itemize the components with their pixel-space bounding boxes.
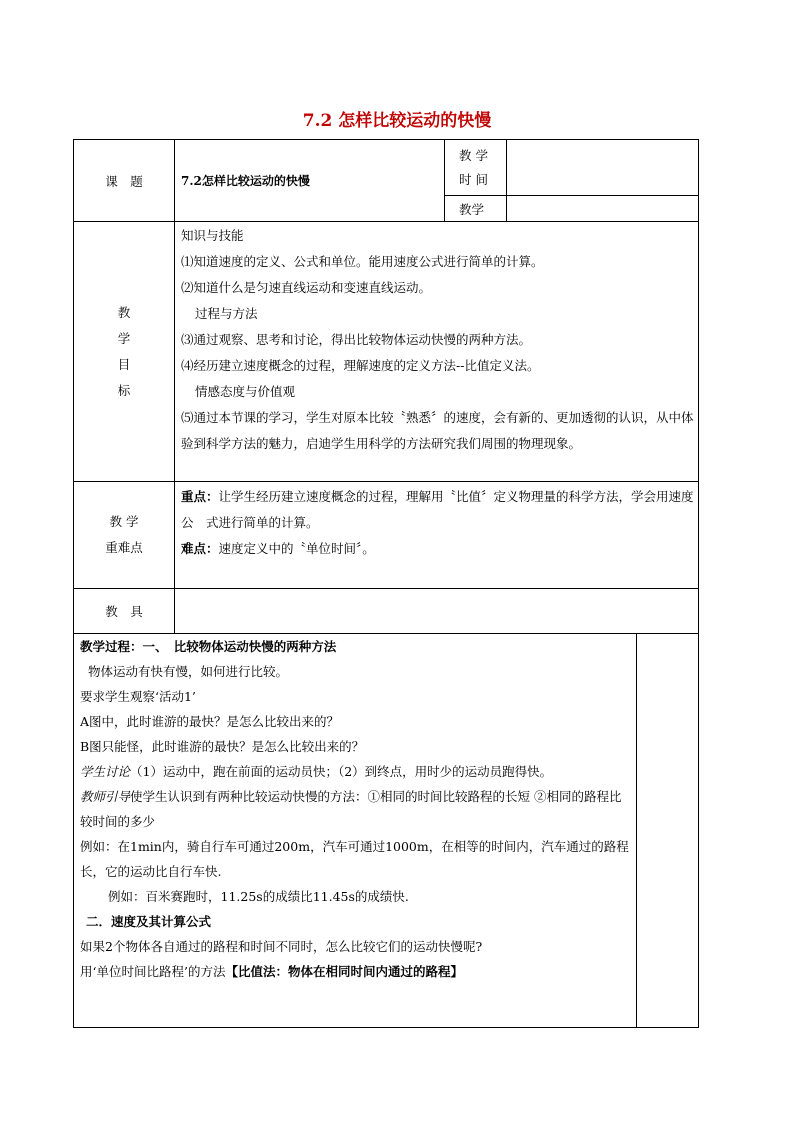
student-discussion-tag: 学生讨论 xyxy=(80,764,131,779)
process-heading-text: 一、 比较物体运动快慢的两种方法 xyxy=(142,639,337,654)
topic-value: 7.2怎样比较运动的快慢 xyxy=(175,140,445,222)
student-discussion-text: （1）运动中，跑在前面的运动员快；（2）到终点，用时少的运动员跑得快。 xyxy=(130,764,553,779)
goals-label-char: 标 xyxy=(117,382,131,398)
keypoints-label xyxy=(74,482,175,589)
focus-paragraph xyxy=(181,484,694,510)
process-line: B图只能怪，此时谁游的最快？是怎么比较出来的？ xyxy=(80,739,365,754)
student-discussion xyxy=(80,759,632,784)
method-text: 用‘单位时间比路程’的方法 xyxy=(80,964,226,979)
teaching-time-value xyxy=(507,140,699,196)
focus-text: 让学生经历建立速度概念的过程，理解用〝比值〞定义物理量的科学方法，学会用速度 xyxy=(218,489,694,504)
teaching-time-label xyxy=(445,140,507,196)
focus-tag: 重点： xyxy=(181,489,219,504)
tools-label: 教 具 xyxy=(74,589,175,634)
example-line: 例如：百米赛跑时，11.25s的成绩比11.45s的成绩快. xyxy=(108,889,409,904)
process-line: 如果2个物体各自通过的路程和时间不同时，怎么比较它们的运动快慢呢? xyxy=(80,939,483,954)
goal-heading: 知识与技能 xyxy=(181,228,244,243)
process-line: A图中，此时谁游的最快？是怎么比较出来的？ xyxy=(80,714,340,729)
goal-heading: 情感态度与价值观 xyxy=(195,384,296,399)
lesson-plan-table xyxy=(73,139,699,1028)
goals-label xyxy=(74,222,175,482)
page-title: 7.2 怎样比较运动的快慢 xyxy=(302,111,492,131)
difficulty-tag: 难点： xyxy=(181,541,219,556)
goal-item: ⑴知道速度的定义、公式和单位。能用速度公式进行简单的计算。 xyxy=(181,254,544,269)
difficulty-paragraph xyxy=(181,536,694,562)
topic-label: 课 题 xyxy=(74,140,175,222)
time-label-line-2: 时 间 xyxy=(459,171,488,187)
time-label-line-1: 教 学 xyxy=(459,147,488,163)
process-content xyxy=(74,634,637,1028)
keypoints-label-line-2: 重难点 xyxy=(105,540,143,555)
process-line: 物体运动有快有慢，如何进行比较。 xyxy=(88,664,289,679)
process-line: 要求学生观察‘活动1’ xyxy=(80,689,196,704)
process-heading xyxy=(80,634,632,659)
example-line: 例如：在1min内，骑自行车可通过200m，汽车可通过1000m，在相等的时间内，汽车通过的路程长，它的运动比自行车快. xyxy=(80,839,629,879)
method-definition: 【比值法：物体在相同时间内通过的路程】 xyxy=(225,964,463,979)
goal-item: ⑶通过观察、思考和讨论，得出比较物体运动快慢的两种方法。 xyxy=(181,332,532,347)
keypoints-content xyxy=(175,482,699,589)
process-line xyxy=(80,959,632,984)
teaching-value xyxy=(507,196,699,222)
goals-label-char: 目 xyxy=(117,356,131,372)
focus-continuation: 公 式进行简单的计算。 xyxy=(181,515,319,530)
tools-value xyxy=(175,589,699,634)
process-heading-tag: 教学过程： xyxy=(80,639,143,654)
goal-heading: 过程与方法 xyxy=(195,306,258,321)
teaching-label: 教学 xyxy=(445,196,507,222)
process-notes xyxy=(637,634,699,1028)
section-heading: 二．速度及其计算公式 xyxy=(86,914,212,929)
goals-label-char: 教 xyxy=(117,304,131,320)
teacher-guidance-tag: 教师引导 xyxy=(80,789,131,804)
teacher-guidance xyxy=(80,784,632,834)
teacher-guidance-text: 使学生认识到有两种比较运动快慢的方法：①相同的时间比较路程的长短 ②相同的路程比较时间的多少 xyxy=(80,789,622,829)
keypoints-label-line-1: 教 学 xyxy=(109,514,139,529)
goals-content xyxy=(175,222,699,482)
difficulty-text: 速度定义中的〝单位时间〞。 xyxy=(218,541,375,556)
goal-item: ⑵知道什么是匀速直线运动和变速直线运动。 xyxy=(181,280,432,295)
goal-item: ⑸通过本节课的学习，学生对原本比较〝熟悉〞的速度，会有新的、更加透彻的认识，从中体验到科学方法的魅力，启迪学生用科学的方法研究我们周围的物理现象。 xyxy=(181,410,694,451)
goals-label-char: 学 xyxy=(117,330,131,346)
goal-item: ⑷经历建立速度概念的过程，理解速度的定义方法--比值定义法。 xyxy=(181,358,540,373)
